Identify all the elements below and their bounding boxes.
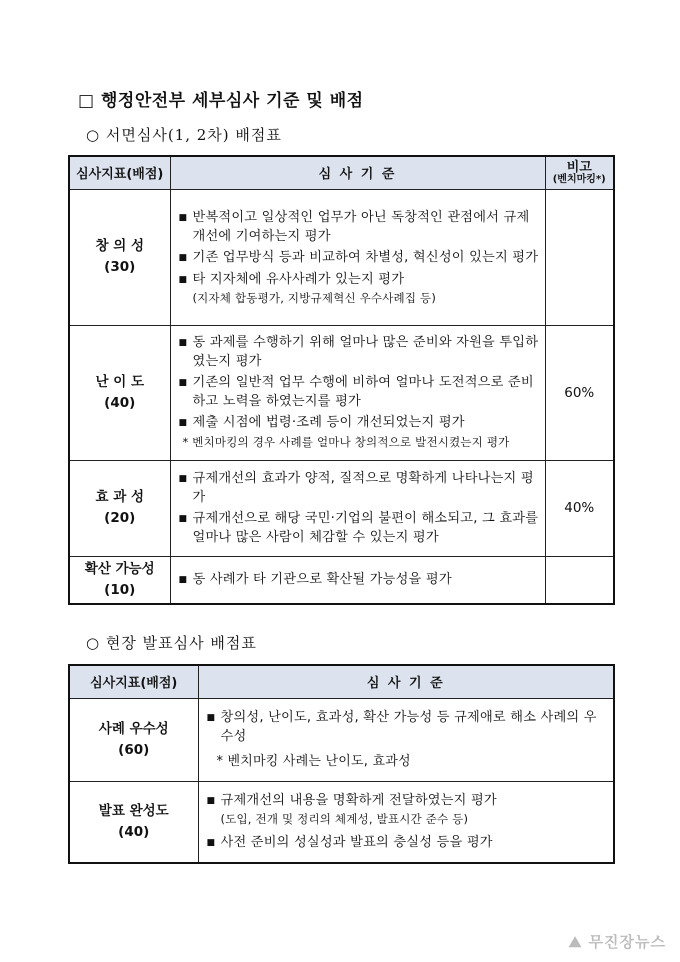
bullet-square-icon: ■: [178, 213, 188, 223]
watermark-icon: ⛰: [568, 933, 583, 951]
section2-heading: ○ 현장 발표심사 배점표: [86, 634, 257, 652]
criteria-cell: [69, 460, 170, 556]
standard-cell: [170, 189, 545, 325]
remarks-value: 40%: [545, 460, 614, 556]
bullet-square-icon: ■: [178, 514, 188, 524]
criteria-name: 난 이 도: [95, 373, 145, 390]
header-standard: 심 사 기 준: [170, 156, 545, 189]
list-item: [179, 373, 539, 411]
item-text: 규제개선의 효과가 양적, 질적으로 명확하게 나타나는지 평가: [192, 471, 534, 505]
item-text: 제출 시점에 법령·조례 등이 개선되었는지 평가: [192, 415, 465, 430]
item-note: (지자체 합동평가, 지방규제혁신 우수사례집 등): [192, 291, 437, 305]
criteria-score: (20): [104, 510, 136, 526]
criteria-score: (10): [104, 581, 136, 598]
bullet-square-icon: ■: [178, 378, 188, 388]
bullet-square-icon: ■: [178, 474, 188, 484]
remarks-cell: [545, 556, 614, 604]
criteria-score: (40): [104, 394, 136, 411]
list-item: [207, 708, 608, 746]
list-item: [207, 833, 608, 853]
remarks-note: (벤치마킹*): [552, 173, 606, 185]
item-text: 규제개선으로 해당 국민·기업의 불편이 해소되고, 그 효과를 얼마나 많은 사람이 체감할 수 있는지 평가: [192, 511, 539, 545]
table-row: [69, 556, 614, 604]
item-text: 규제개선의 내용을 명확하게 전달하였는지 평가: [220, 792, 497, 808]
table-row: [69, 460, 614, 556]
standard-cell: [170, 325, 545, 460]
criteria-name: 효 과 성: [95, 489, 145, 506]
list-item: [179, 248, 539, 268]
header-remarks: [545, 156, 614, 189]
criteria-score: (30): [104, 259, 136, 275]
table-row: [69, 781, 614, 863]
benchmark-note: * 벤치마킹의 경우 사례를 얼마나 창의적으로 발전시켰는지 평가: [182, 435, 510, 449]
standard-cell: [198, 781, 614, 863]
watermark-logo: [569, 931, 666, 952]
list-item: [179, 270, 539, 290]
list-item: [179, 413, 539, 433]
criteria-cell: [69, 325, 170, 460]
standard-cell: [170, 556, 545, 604]
item-text: 사전 준비의 성실성과 발표의 충실성 등을 평가: [220, 834, 493, 850]
criteria-cell: [69, 556, 170, 604]
written-review-table: [68, 155, 615, 605]
watermark-text: 무진장뉴스: [588, 933, 666, 951]
item-text: 반복적이고 일상적인 업무가 아닌 독창적인 관점에서 규제 개선에 기여하는지 평가: [192, 210, 530, 244]
remarks-value: 60%: [545, 325, 614, 460]
list-item: [179, 570, 539, 590]
item-text: 창의성, 난이도, 효과성, 확산 가능성 등 규제애로 해소 사례의 우수성: [220, 710, 597, 744]
list-item: [179, 208, 539, 246]
section1-heading: ○ 서면심사(1, 2차) 배점표: [86, 126, 282, 144]
item-text: 타 지자체에 유사사례가 있는지 평가: [192, 272, 405, 287]
header-criteria: 심사지표(배점): [69, 665, 198, 698]
remarks-label: 비고: [566, 159, 592, 175]
criteria-cell: [69, 781, 198, 863]
bullet-square-icon: ■: [178, 418, 188, 428]
table-row: [69, 189, 614, 325]
criteria-name: 발표 완성도: [98, 802, 169, 819]
bullet-square-icon: ■: [178, 574, 188, 585]
item-text: 동 사례가 타 기관으로 확산될 가능성을 평가: [192, 571, 452, 587]
criteria-name: 확산 가능성: [84, 560, 155, 577]
table-row: [69, 325, 614, 460]
criteria-cell: [69, 189, 170, 325]
bullet-square-icon: ■: [178, 253, 188, 263]
onsite-review-table: [68, 664, 615, 864]
list-item: [207, 791, 608, 811]
criteria-name: 사례 우수성: [98, 720, 169, 737]
item-text: 기존 업무방식 등과 비교하여 차별성, 혁신성이 있는지 평가: [192, 250, 539, 265]
criteria-score: (60): [118, 741, 150, 758]
header-standard: 심 사 기 준: [198, 665, 614, 698]
criteria-score: (40): [118, 823, 150, 840]
item-text: 기존의 일반적 업무 수행에 비하여 얼마나 도전적으로 준비하고 노력을 하였는지를 평가: [192, 375, 534, 409]
page-title: □ 행정안전부 세부심사 기준 및 배점: [78, 91, 364, 111]
bullet-square-icon: ■: [206, 837, 216, 848]
benchmark-note: * 벤치마킹 사례는 난이도, 효과성: [216, 754, 411, 769]
list-item: [179, 469, 539, 507]
item-text: 동 과제를 수행하기 위해 얼마나 많은 준비와 자원을 투입하였는지 평가: [192, 335, 539, 369]
bullet-square-icon: ■: [206, 795, 216, 806]
bullet-square-icon: ■: [206, 713, 216, 723]
bullet-square-icon: ■: [178, 275, 188, 285]
header-criteria: 심사지표(배점): [69, 156, 170, 189]
list-item: [179, 333, 539, 371]
standard-cell: [198, 698, 614, 781]
bullet-square-icon: ■: [178, 338, 188, 348]
standard-cell: [170, 460, 545, 556]
remarks-cell: [545, 189, 614, 325]
criteria-name: 창 의 성: [95, 238, 145, 255]
criteria-cell: [69, 698, 198, 781]
list-item: [179, 509, 539, 547]
item-note: (도입, 전개 및 정리의 체계성, 발표시간 준수 등): [220, 811, 469, 826]
table-row: [69, 698, 614, 781]
